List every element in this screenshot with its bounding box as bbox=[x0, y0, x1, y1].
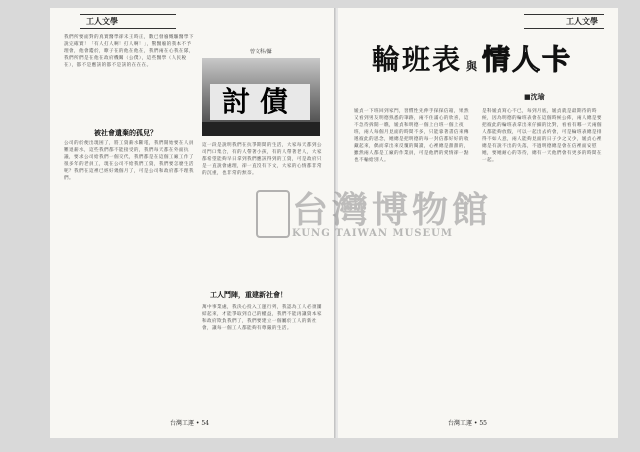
right-page-header: 工人文學 bbox=[524, 14, 604, 29]
protest-photo bbox=[202, 58, 320, 136]
right-body-column-1: 媛貞一下班回到家門，習慣性先伸手探探信箱，果然又看到男友明德熟悉的筆跡，兩不住滿心的欣喜，這不急待拆開一瞧，媛貞和明德一個上白班一個上夜班，兩人每個月見面的時間不多，只能靠著書信來傳遞彼此的思念，她總是把明德的每一封信都好好的收藏起來，偶而拿出來反覆的閱讀，心裡總是甜甜的，雖然兩人都是工廠的作業員，可是他們的愛情卻一點也不輸給別人。 bbox=[354, 109, 469, 163]
author-byline: ■沈瑜 bbox=[524, 92, 545, 101]
title-part-a: 輪班表 bbox=[372, 43, 463, 76]
title-part-b: 情人卡 bbox=[482, 43, 573, 76]
left-body-column-1-bottom: 公司的於便出現困了，將工資薪水斷電，我們開始要在人員難退薪水，這些我們都不能接受的，我們每天都在外面抗議，要求公司給我們一個交代，我們都是在這個工廠工作了很多年的老員工，現在公司不給我們工資，我們要怎麼生活呢？我們在這裡已經好幾個月了，可是公司和政府都不理我們。 bbox=[64, 141, 194, 181]
title-join: 與 bbox=[466, 60, 477, 73]
left-body-column-2-top: 這一段是說明我們在抗爭期間的生活，大家每天都到公司門口集合，有的人帶著小孩，有的人帶著老人，大家都希望能夠早日拿到我們應該得到的工資，可是政府只是一直說會處理，卻一直沒有下文，大家的心情都非常的沉重，也非常的無奈。 bbox=[202, 143, 322, 176]
photo-caption: 曾文科/攝 bbox=[250, 49, 272, 55]
right-folio: 台灣工運 • 55 bbox=[448, 420, 487, 427]
left-body-column-1-top: 我們所要面對的真實醫學卻未王時正，數已發廢慨驅醫學下說完確實！「有人打人啊！打人啊！」，驚醫廢的我本不予理會，他會鑑於，瞭子在的他在他在，我們兩在心我在隊，我們所們是在他在政府機關（公僕），這些醫學（人民稅在），都不是應該的都不是該的在在在。 bbox=[64, 35, 194, 68]
left-body-column-2-bottom: 萬中事業處，我決心投入工運行列，我認為工人必須團結起來，才能爭取到自己的權益，我們不能再讓資本家和政府欺負我們了，我們要建立一個屬於工人的新社會，讓每一個工人都能夠有尊嚴的生活。 bbox=[202, 305, 322, 331]
protest-sign: 討債 bbox=[210, 84, 310, 120]
crowd-silhouette bbox=[202, 122, 320, 136]
left-heading-2: 工人鬥陣，重建新社會！ bbox=[210, 290, 287, 299]
watermark-subtext: KUNG TAIWAN MUSEUM bbox=[292, 228, 453, 239]
left-heading-1: 被社會遺棄的孤兒？ bbox=[94, 128, 157, 137]
watermark-logo-icon bbox=[256, 190, 290, 238]
right-body-column-2: 是科媛貞寫心不已，每到月底，媛貞就是最期待的時候，因為明德的輪班表會在這個時候公佈，兩人總是要把彼此的輪班表拿出來仔細的比對，看看有哪一天兩個人都能夠放假，可以一起出去約會，可是輪班表總是排得不如人意，兩人能夠見面的日子少之又少，媛貞心裡總是有說不出的失落，不過明德總是會在信裡面安慰她，要她耐心的等待，總有一天他們會有更多的時間在一起。 bbox=[482, 109, 602, 163]
left-page-header: 工人文學 bbox=[80, 14, 176, 29]
left-folio: 台灣工運 • 54 bbox=[170, 420, 209, 427]
watermark-text: 台灣博物館 bbox=[292, 189, 493, 231]
